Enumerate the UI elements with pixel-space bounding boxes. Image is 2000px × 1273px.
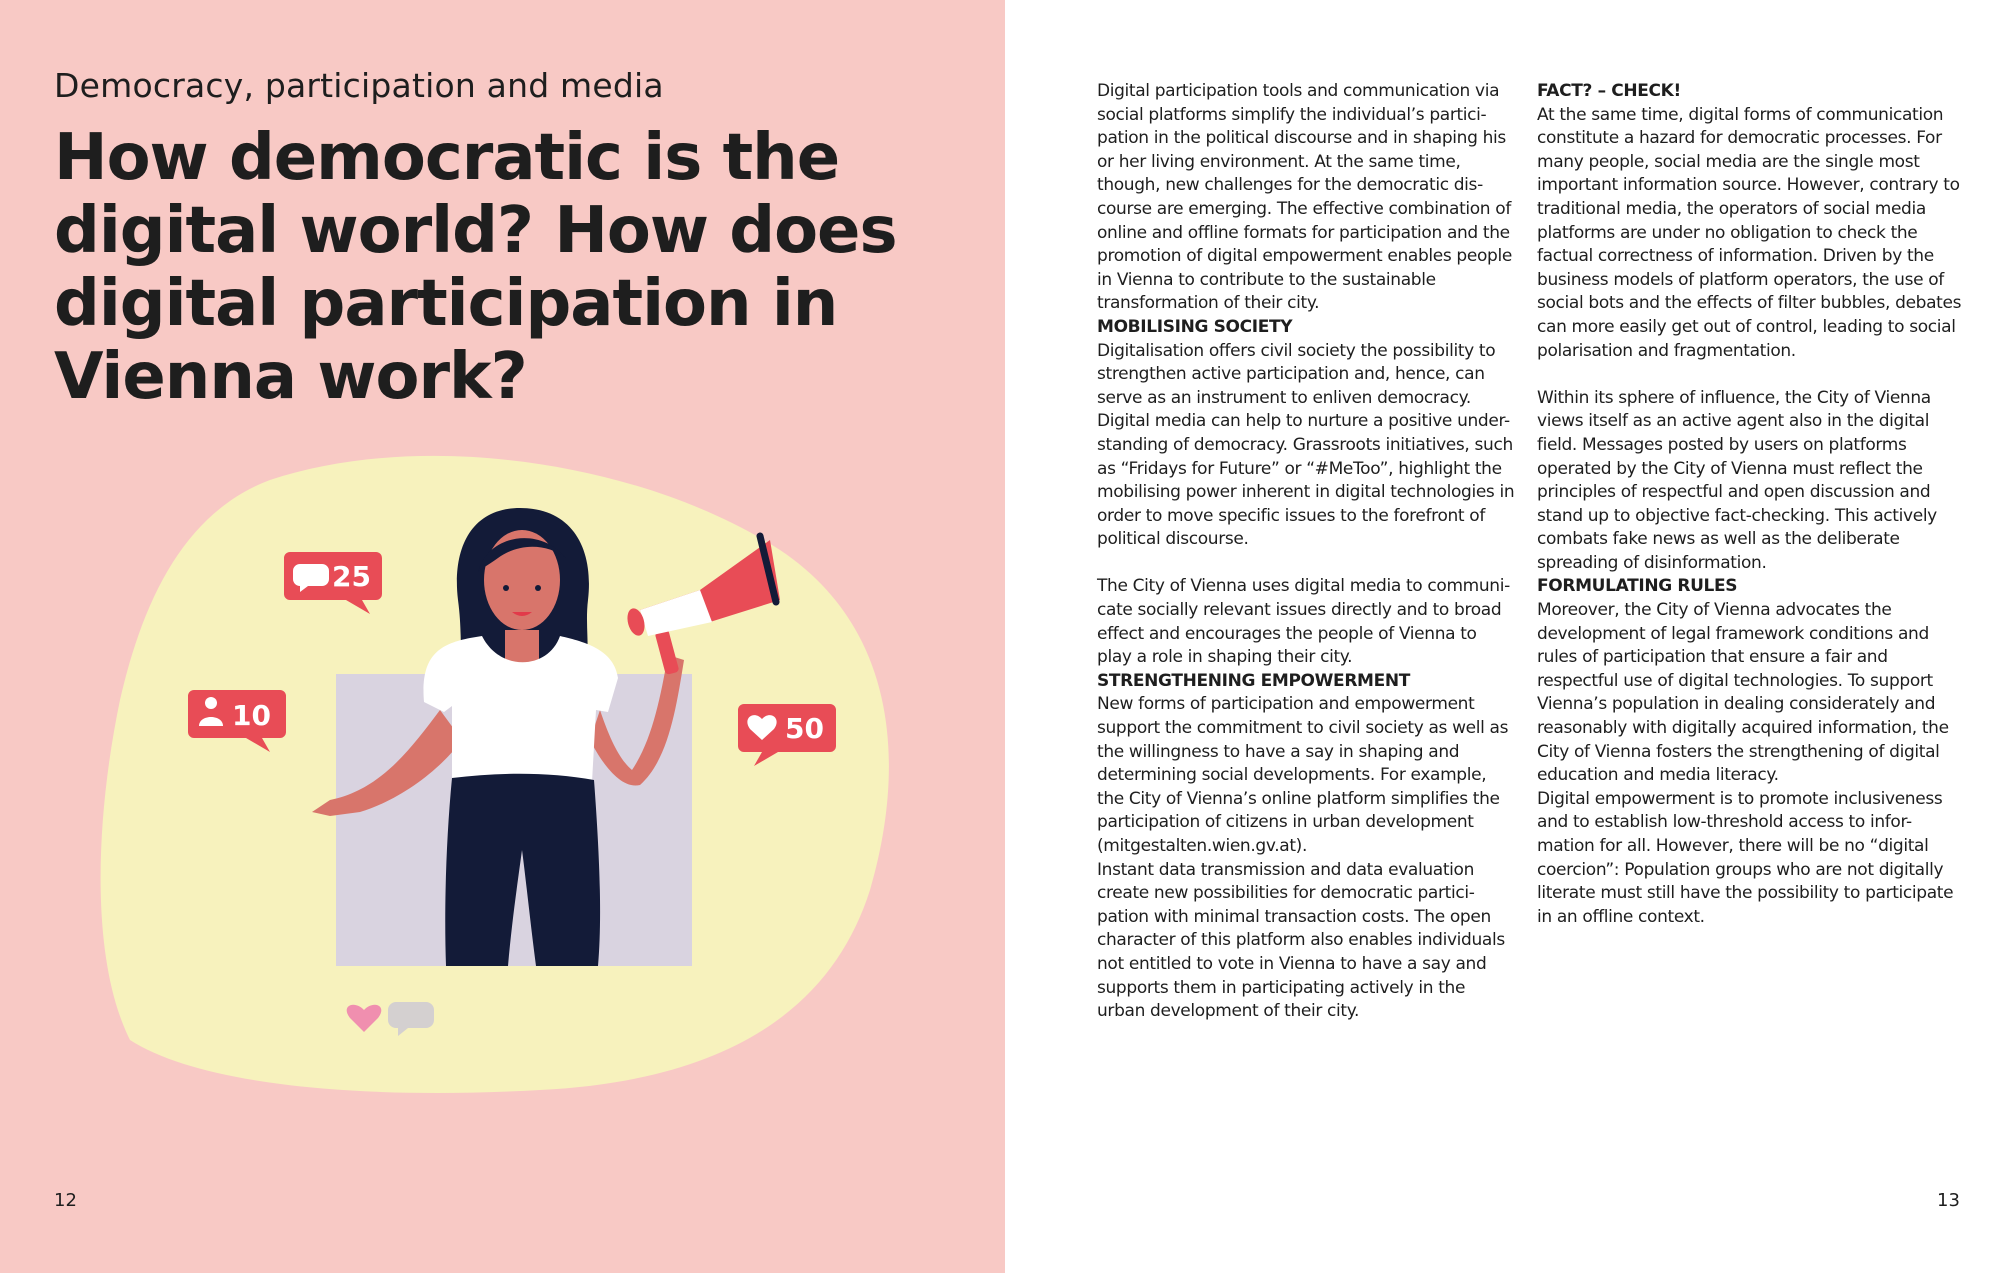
page-headline: How democratic is the digital world? How does digital participation in Vienna work? [54,121,897,414]
text-column-1 [1097,80,1515,1024]
page-number-right: 13 [1937,1190,1960,1211]
fact-check-paragraph-2: Within its sphere of influence, the City of Vienna views itself as an active agent also in the digital field. Messages posted by users on platforms operated by the City of Vienna must reflect the principles of respectful and open discussion and stand up to objective fact-checking. This actively combats fake news as well as the deliberate spreading of disinformation. [1537,387,1937,573]
section-kicker: Democracy, participation and media [54,66,664,105]
comment-count: 25 [332,560,371,593]
mobilising-heading: MOBILISING SOCIETY [1097,316,1293,337]
right-page [1005,0,2000,1273]
eye-left [503,585,509,591]
illustration [0,440,1005,1120]
empowerment-paragraph-1: New forms of participation and empowerment support the commitment to civil society as well as the willingness to have a say in shaping and determining social developments. For example, the City of Vienna’s online platform simplifies the participation of citizens in urban development (mitgestalten.wien.gv.at). [1097,694,1509,856]
eye-right [535,585,541,591]
mobilising-paragraph-2: The City of Vienna uses digital media to communi-cate socially relevant issues directly and to broad effect and encourages the people of Vienna to play a role in shaping their city. [1097,576,1510,668]
rules-paragraph-1: Moreover, the City of Vienna advocates the development of legal framework conditions and rules of participation that ensure a fair and respectful use of digital technologies. To support Vienna’s population in dealing considerately and reasonably with digitally acquired information, the City of Vienna fosters the strengthening of digital education and media literacy. [1537,600,1949,786]
like-count: 50 [785,712,824,745]
follower-count: 10 [232,699,271,732]
page-number-left: 12 [54,1190,77,1211]
empowerment-paragraph-2: Instant data transmission and data evaluation create new possibilities for democratic partici-pation with minimal transaction costs. The open character of this platform also enables individuals not entitled to vote in Vienna to have a say and supports them in participating actively in the urban development of their city. [1097,859,1505,1022]
empowerment-heading: STRENGTHENING EMPOWERMENT [1097,670,1411,691]
intro-paragraph: Digital participation tools and communication via social platforms simplify the individual’s partici-pation in the political discourse and in shaping his or her living environment. At the same time, though, new challenges for the democratic dis-course are emerging. The effective combination of online and offline formats for participation and the promotion of digital empowerment enables people in Vienna to contribute to the sustainable transformation of their city. [1097,81,1512,314]
fact-check-heading: FACT? – CHECK! [1537,81,1681,101]
rules-paragraph-2: Digital empowerment is to promote inclusiveness and to establish low-threshold access to infor-mation for all. However, there will be no “digital coercion”: Population groups who are not digitally literate must still have the possibility to participate in an offline context. [1537,788,1954,927]
mobilising-paragraph-1: Digitalisation offers civil society the possibility to strengthen active participation and, hence, can serve as an instrument to enliven democracy. Digital media can help to nurture a positive under-standing of democracy. Grassroots initiatives, such as “Fridays for Future” or “#MeToo”, highlight the mobilising power inherent in digital technologies in order to move specific issues to the forefront of political discourse. [1097,340,1515,550]
rules-heading: FORMULATING RULES [1537,576,1738,597]
text-column-2 [1537,80,1963,929]
fact-check-paragraph-1: At the same time, digital forms of communication constitute a hazard for democratic processes. For many people, social media are the single most important information source. However, contrary to traditional media, the operators of social media platforms are under no obligation to check the factual correctness of information. Driven by the business models of platform operators, the use of social bots and the effects of filter bubbles, debates can more easily get out of control, leading to social polarisation and fragmentation. [1537,104,1962,361]
